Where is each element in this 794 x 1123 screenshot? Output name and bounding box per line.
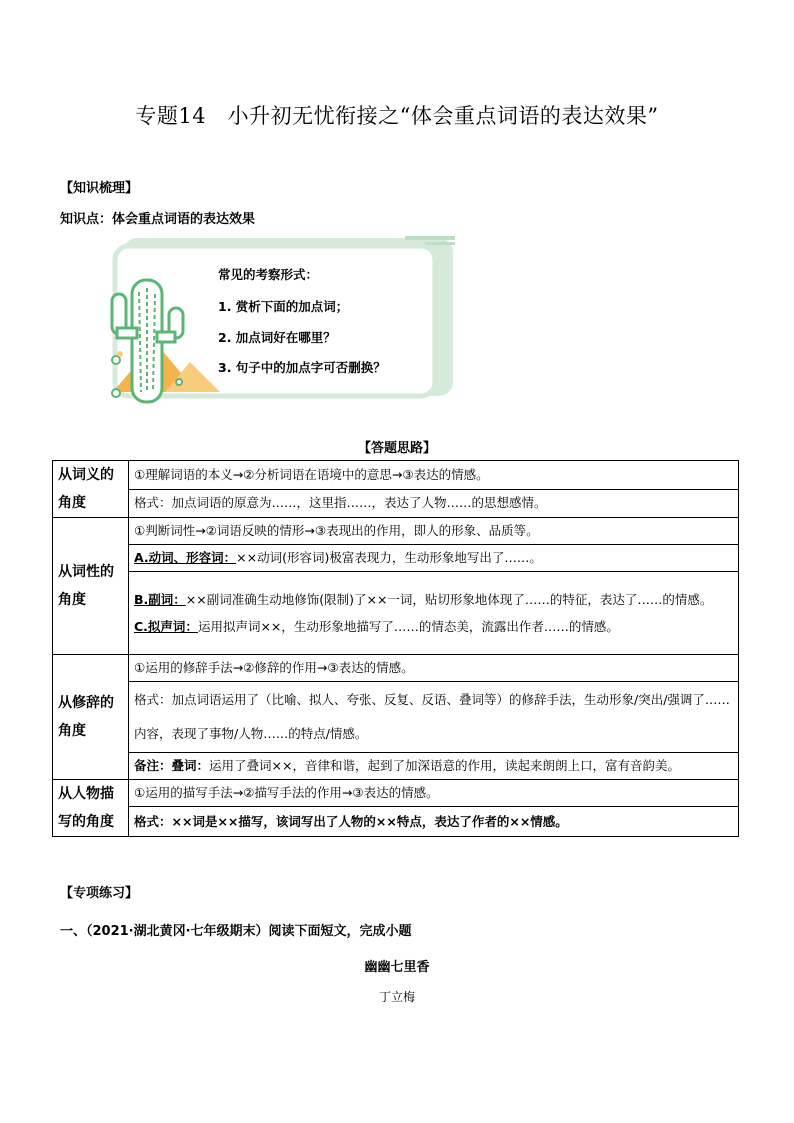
knowledge-point: 知识点：体会重点词语的表达效果 <box>60 212 256 227</box>
text-onomatopoeia: 运用拟声词××，生动形象地描写了……的情态美，流露出作者……的情感。 <box>197 619 619 634</box>
text-adverb: ××副词准确生动地修饰(限制)了××一词，贴切形象地体现了……的特征，表达了……的情感。 <box>185 592 713 607</box>
table-cell: 格式：××词是××描写，该词写出了人物的××特点，表达了作者的××情感。 <box>129 807 739 837</box>
table-row <box>53 489 739 518</box>
passage-author: 丁立梅 <box>378 990 415 1004</box>
exam-forms-heading: 常见的考察形式： <box>218 267 319 282</box>
table-row <box>53 518 739 545</box>
exam-form-item: 1. 赏析下面的加点词； <box>218 299 349 314</box>
table-cell: 格式：加点词语的原意为……，这里指……，表达了人物……的思想感情。 <box>129 489 739 518</box>
table-cell: ①运用的修辞手法→②修辞的作用→③表达的情感。 <box>129 655 739 682</box>
label-verb-adj: A.动词、形容词： <box>134 550 237 565</box>
adverb-line <box>134 586 733 613</box>
table-cell: ①判断词性→②词语反映的情形→③表现出的作用，即人的形象、品质等。 <box>129 518 739 545</box>
table-row <box>53 753 739 780</box>
section-knowledge-heading: 【知识梳理】 <box>60 181 139 196</box>
table-row <box>53 461 739 490</box>
exam-form-item: 2. 加点词好在哪里？ <box>218 330 336 345</box>
practice-heading: 【专项练习】 <box>60 886 139 901</box>
passage-title: 幽幽七里香 <box>364 960 430 975</box>
label-note-reduplication: 备注：叠词： <box>134 758 210 773</box>
table-row <box>53 655 739 682</box>
table-cell: ①理解词语的本义→②分析词语在语境中的意思→③表达的情感。 <box>129 461 739 490</box>
table-cell: ①运用的描写手法→②描写手法的作用→③表达的情感。 <box>129 780 739 807</box>
category-pos: 从词性的角度 <box>53 518 129 655</box>
page-title: 专题14 小升初无忧衔接之“体会重点词语的表达效果” <box>135 104 659 128</box>
table-row <box>53 807 739 837</box>
table-row <box>53 572 739 655</box>
table-cell <box>129 753 739 780</box>
category-rhetoric: 从修辞的角度 <box>53 655 129 780</box>
table-row <box>53 545 739 572</box>
label-onomatopoeia: C.拟声词： <box>134 619 198 634</box>
table-row <box>53 682 739 753</box>
approach-table <box>52 460 739 837</box>
table-row <box>53 780 739 807</box>
table-cell <box>129 545 739 572</box>
table-cell: 格式：加点词语运用了（比喻、拟人、夸张、反复、反语、叠词等）的修辞手法，生动形象/突出/强调了……内容，表现了事物/人物……的特点/情感。 <box>129 682 739 753</box>
text-note-reduplication: 运用了叠词××，音律和谐，起到了加深语意的作用，读起来朗朗上口，富有音韵美。 <box>209 758 680 773</box>
approach-heading: 【答题思路】 <box>357 441 436 456</box>
exam-form-item: 3. 句子中的加点字可否删换？ <box>218 360 386 375</box>
category-meaning: 从词义的角度 <box>53 461 129 518</box>
onomatopoeia-line <box>134 613 733 640</box>
table-cell <box>129 572 739 655</box>
exam-forms-card <box>95 232 460 407</box>
label-adverb: B.副词： <box>134 592 186 607</box>
text-verb-adj: ××动词(形容词)极富表现力，生动形象地写出了……。 <box>236 550 542 565</box>
category-description: 从人物描写的角度 <box>53 780 129 837</box>
question-1: 一、（2021·湖北黄冈·七年级期末）阅读下面短文，完成小题 <box>60 924 412 939</box>
